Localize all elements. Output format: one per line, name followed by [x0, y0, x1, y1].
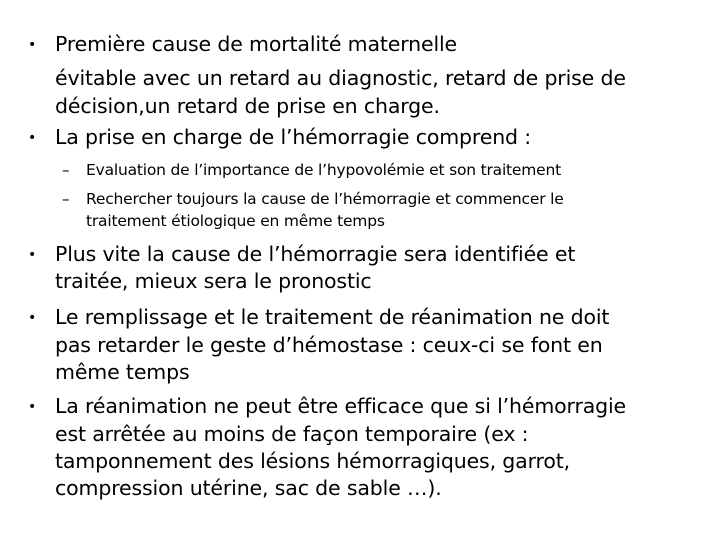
- bullet-2-line-1: La prise en charge de l’hémorragie comprend :: [55, 125, 532, 149]
- bullet-1-line-3: décision,un retard de prise en charge.: [55, 94, 440, 118]
- dash-marker: –: [62, 161, 70, 179]
- bullet-marker: •: [28, 247, 37, 263]
- bullet-4-line-3: même temps: [55, 360, 190, 384]
- bullet-5-line-2: est arrêtée au moins de façon temporaire (ex :: [55, 422, 529, 446]
- sub-2-line-2: traitement étiologique en même temps: [86, 212, 385, 230]
- bullet-marker: •: [28, 310, 37, 326]
- bullet-5-line-4: compression utérine, sac de sable …).: [55, 476, 442, 500]
- bullet-5-line-3: tamponnement des lésions hémorragiques, garrot,: [55, 449, 570, 473]
- bullet-1-line-2: évitable avec un retard au diagnostic, retard de prise de: [55, 66, 626, 90]
- bullet-1-line-1: Première cause de mortalité maternelle: [55, 32, 458, 56]
- sub-2-line-1: Rechercher toujours la cause de l’hémorragie et commencer le: [86, 190, 564, 208]
- bullet-4-line-2: pas retarder le geste d’hémostase : ceux-ci se font en: [55, 333, 603, 357]
- bullet-marker: •: [28, 37, 37, 53]
- bullet-marker: •: [28, 130, 37, 146]
- sub-1-line-1: Evaluation de l’importance de l’hypovolémie et son traitement: [86, 161, 562, 179]
- bullet-5-line-1: La réanimation ne peut être efficace que si l’hémorragie: [55, 394, 627, 418]
- bullet-marker: •: [28, 399, 37, 415]
- bullet-3-line-1: Plus vite la cause de l’hémorragie sera identifiée et: [55, 242, 576, 266]
- bullet-4-line-1: Le remplissage et le traitement de réanimation ne doit: [55, 305, 610, 329]
- bullet-3-line-2: traitée, mieux sera le pronostic: [55, 269, 372, 293]
- dash-marker: –: [62, 190, 70, 208]
